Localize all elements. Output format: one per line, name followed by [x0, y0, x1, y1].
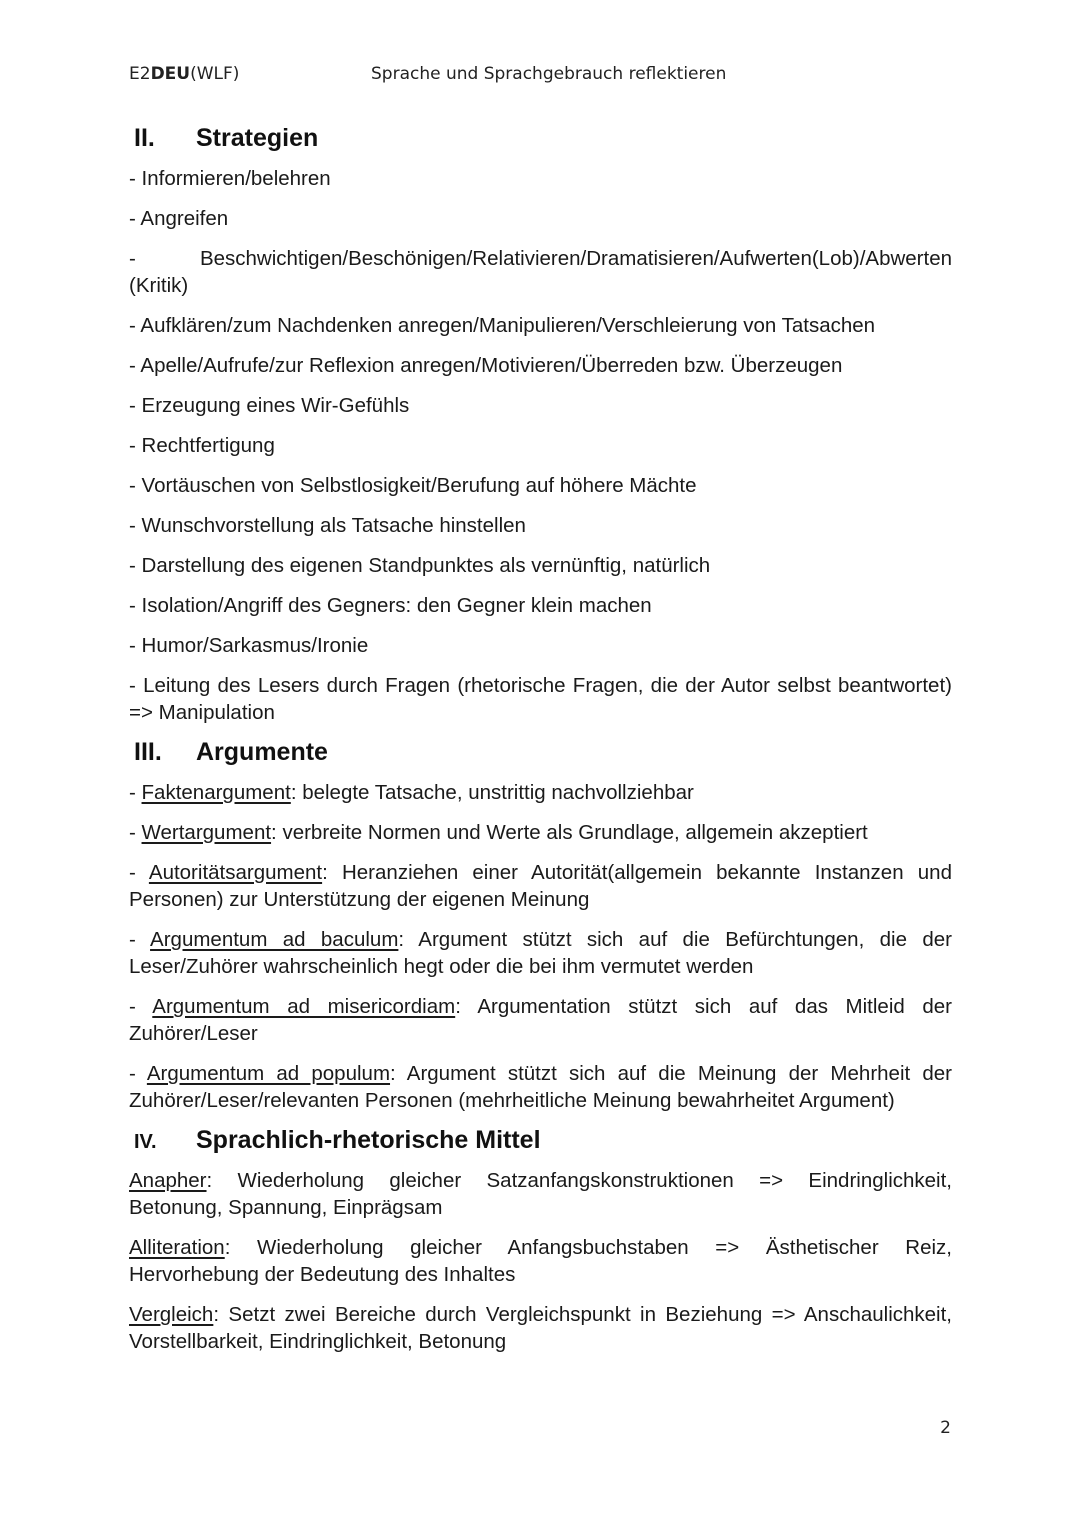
device-term: Alliteration [129, 1236, 225, 1259]
list-item: - Leitung des Lesers durch Fragen (rhetorische Fragen, die der Autor selbst beantwortet) => Manipulation [129, 674, 952, 724]
argument-item: - Autoritätsargument: Heranziehen einer Autorität(allgemein bekannte Instanzen und Personen) zur Unterstützung der eigenen Meinung [129, 861, 952, 911]
device-term: Anapher [129, 1169, 207, 1192]
list-item: - Apelle/Aufrufe/zur Reflexion anregen/Motivieren/Überreden bzw. Überzeugen [129, 354, 843, 377]
list-item: - Isolation/Angriff des Gegners: den Gegner klein machen [129, 594, 652, 617]
argument-term: Faktenargument [141, 781, 291, 804]
course-code: E2DEU(WLF) [129, 64, 240, 84]
device-term: Vergleich [129, 1303, 214, 1326]
device-item: Anapher: Wiederholung gleicher Satzanfangskonstruktionen => Eindringlichkeit, Betonung, Spannung, Einprägsam [129, 1169, 952, 1219]
section-heading-argumente [134, 738, 957, 767]
header-title: Sprache und Sprachgebrauch reflektieren [371, 64, 727, 84]
argument-term: Argumentum ad populum [146, 1062, 391, 1085]
argument-item: - Faktenargument: belegte Tatsache, unstrittig nachvollziehbar [129, 781, 694, 804]
section-number: IV. [134, 1131, 157, 1153]
document-body [129, 124, 952, 1368]
argument-item: - Argumentum ad baculum: Argument stützt sich auf die Befürchtungen, die der Leser/Zuhörer wahrscheinlich hegt oder die bei ihm vermutet werden [129, 928, 952, 978]
argument-item: - Wertargument: verbreite Normen und Werte als Grundlage, allgemein akzeptiert [129, 821, 868, 844]
list-item: - Informieren/belehren [129, 167, 331, 190]
list-item: - Beschwichtigen/Beschönigen/Relativieren/Dramatisieren/Aufwerten(Lob)/Abwerten (Kritik) [129, 247, 952, 297]
section-number: III. [134, 738, 162, 766]
section-title: Sprachlich-rhetorische Mittel [196, 1126, 541, 1154]
argument-term: Argumentum ad baculum [150, 928, 399, 951]
list-item: - Wunschvorstellung als Tatsache hinstellen [129, 514, 526, 537]
section-title: Argumente [196, 738, 328, 766]
list-item: - Erzeugung eines Wir-Gefühls [129, 394, 410, 417]
section-number: II. [134, 124, 155, 152]
section-title: Strategien [196, 124, 319, 152]
page-number: 2 [940, 1418, 951, 1438]
section-heading-strategien [134, 124, 957, 153]
list-item: - Rechtfertigung [129, 434, 275, 457]
argument-term: Wertargument [141, 821, 272, 844]
list-item: - Aufklären/zum Nachdenken anregen/Manipulieren/Verschleierung von Tatsachen [129, 314, 876, 337]
list-item: - Angreifen [129, 207, 229, 230]
section-heading-rhetorische-mittel [134, 1126, 957, 1155]
list-item: - Humor/Sarkasmus/Ironie [129, 634, 369, 657]
list-item: - Darstellung des eigenen Standpunktes als vernünftig, natürlich [129, 554, 711, 577]
argument-item: - Argumentum ad populum: Argument stützt sich auf die Meinung der Mehrheit der Zuhörer/Leser/relevanten Personen (mehrheitliche Meinung bewahrheitet Argument) [129, 1062, 952, 1112]
argument-term: Autoritätsargument [148, 861, 323, 884]
list-item: - Vortäuschen von Selbstlosigkeit/Berufung auf höhere Mächte [129, 474, 697, 497]
argument-item: - Argumentum ad misericordiam: Argumentation stützt sich auf das Mitleid der Zuhörer/Leser [129, 995, 953, 1045]
device-item: Vergleich: Setzt zwei Bereiche durch Vergleichspunkt in Beziehung => Anschaulichkeit, Vorstellbarkeit, Eindringlichkeit, Betonung [129, 1303, 952, 1353]
device-item: Alliteration: Wiederholung gleicher Anfangsbuchstaben => Ästhetischer Reiz, Hervorhebung der Bedeutung des Inhaltes [129, 1236, 952, 1286]
argument-term: Argumentum ad misericordiam [152, 995, 456, 1018]
